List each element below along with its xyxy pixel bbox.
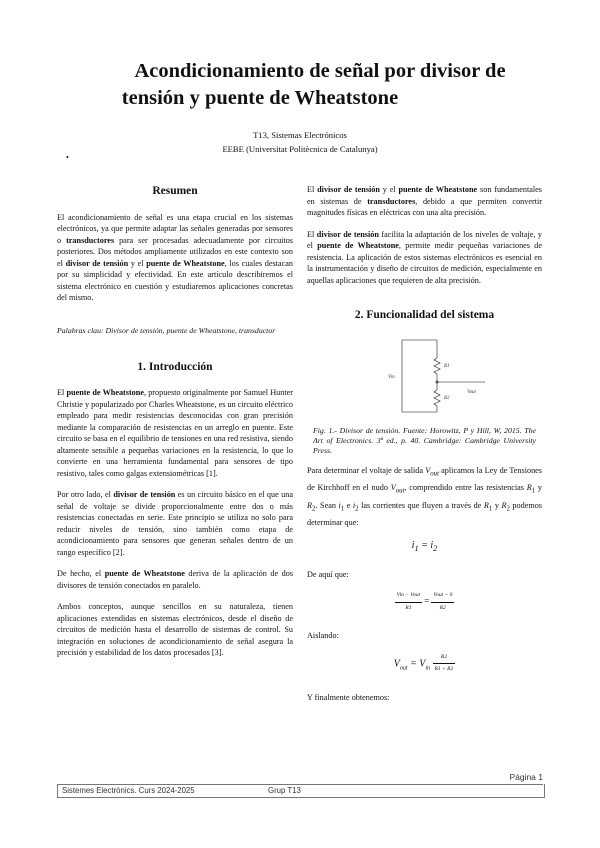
abstract-heading: Resumen [152, 185, 198, 197]
label-vin: Vin [388, 374, 395, 380]
intro-paragraph-4: Ambos conceptos, aunque sencillos en su naturaleza, tienen aplicaciones extendidas en sistemas electrónicos, desde el diseño de circuitos de medición hasta el desarrollo de sistemas de control. Su integración en soluciones de acondicionamiento de señal asegura la precisión y estabilidad de los datos procesados [3]. [57, 602, 293, 657]
equation-vout: $V_{out} = V_{in}$ $\frac{R2}{R1 + R2}$ [307, 652, 542, 676]
kirchhoff-paragraph: Para determinar el voltaje de salida $V_{out}$ aplicamos la Ley de Tensiones de Kirchhoff en el nudo $V_{out}$, comprendido entre las resistencias $R_1$ y $R_2$. Sean $i_1$ e $i_2$ las corrientes que fluyen a través de $R_1$ y $R_2$ podemos determinar que: [307, 465, 542, 528]
equation-currents: $i_1 = i_2$ [411, 540, 438, 554]
right-paragraph-2: El divisor de tensión facilita la adaptación de los niveles de voltaje, y el puente de Wheatstone, permite medir pequeñas variaciones de resistencia. La aplicación de estos sistemas electrónicos es esencial en la instrumentación y diseño de circuitos de medición, especialmente en aquellas aplicaciones que requieren de alta precisión. [307, 229, 543, 285]
footer-group: Grup T13 [268, 786, 301, 795]
intro-heading: 1. Introducción [137, 360, 213, 373]
voltage-divider-diagram [307, 332, 542, 418]
intro-paragraph-3: De hecho, el puente de Wheatstone deriva de la aplicación de dos divisores de tensión conectados en paralelo. [57, 569, 293, 590]
title-line-2: tensión y puente de Wheatstone [121, 87, 399, 109]
author-affiliation-1: T13, Sistemas Electrónicos [253, 130, 347, 140]
keywords: Palabras clau: Divisor de tensión, puente de Wheatstone, transductor [57, 325, 276, 335]
right-column [307, 184, 542, 703]
paper-title [60, 58, 580, 112]
page-number: Página 1 [509, 772, 543, 782]
authors [0, 128, 600, 156]
label-r2: R2 [444, 395, 450, 401]
equation-ratio: $\frac{\text{Vin − Vout}}{R1}$ = $\frac{\text{Vout − 0}}{R2}$ [307, 590, 542, 614]
intro-paragraph-1: El puente de Wheatstone, propuesto originalmente por Samuel Hunter Christie y popularizado por Charles Wheatstone, es un circuito eléctrico empleado para medir resistencias desconocidas con gran precisión mediante la comparación de resistencias en un arreglo en puente. Este circuito se basa en el equilibrio de tensiones en una red resistiva, siendo altamente sensible a pequeñas variaciones en la resistencia, lo que lo convierte en una herramienta fundamental para sensores de tipo resistivo, tales como galgas extensiométricas [1]. [57, 388, 293, 478]
fraction-left: $\frac{\text{Vin − Vout}}{R1}$ [396, 592, 421, 611]
bullet-mark: • [66, 153, 69, 162]
fraction-right: $\frac{\text{Vout − 0}}{R2}$ [433, 592, 453, 611]
final-label: Y finalmente obtenemos: [307, 692, 390, 702]
footer-course: Sistemes Electrònics. Curs 2024-2025 [62, 786, 195, 795]
left-column [57, 186, 293, 669]
label-r1: R1 [444, 363, 450, 369]
abstract-text: El acondicionamiento de señal es una etapa crucial en los sistemas electrónicos, ya que permite adaptar las señales generadas por sensores o transductores para ser procesadas adecuadamente por circuitos posteriores. Dos métodos ampliamente utilizados en este contexto son el divisor de tensión y el puente de Wheatstone, los cuales destacan por su simplicidad y efectividad. En este artículo describiremos el sistema electrónico en cuestión y estudiaremos aplicaciones concretas del mismo. [57, 212, 293, 302]
right-paragraph-1: El divisor de tensión y el puente de Wheatstone son fundamentales en sistemas de transductores, debido a que permiten convertir magnitudes físicas en eléctricas con una alta precisión. [307, 185, 542, 217]
label-vout: Vout [467, 389, 476, 395]
de-aqui-label: De aquí que: [307, 569, 349, 579]
title-line-1: Acondicionamiento de señal por divisor de [134, 60, 506, 82]
fraction-vout: $\frac{R2}{R1 + R2}$ [434, 653, 454, 673]
intro-paragraph-2: Por otro lado, el divisor de tensión es un circuito básico en el que una señal de voltaje se divide proporcionalmente entre dos o más resistencias conectadas en serie. Este principio se utiliza no solo para reducir niveles de tensión, sino también como etapa de acondicionamiento para sensores que generan señales dentro de un rango específico [2]. [57, 490, 293, 557]
aislando-label: Aislando: [307, 631, 339, 641]
functionality-heading: 2. Funcionalidad del sistema [354, 309, 495, 321]
author-affiliation-2: EEBE (Universitat Politècnica de Catalunya) [222, 144, 378, 154]
figure-caption: Fig. 1.- Divisor de tensión. Fuente: Horowitz, P y Hill, W, 2015. The Art of Electronics. 3ª ed., p. 40. Cambridge: Cambridge University Press. [313, 425, 536, 455]
